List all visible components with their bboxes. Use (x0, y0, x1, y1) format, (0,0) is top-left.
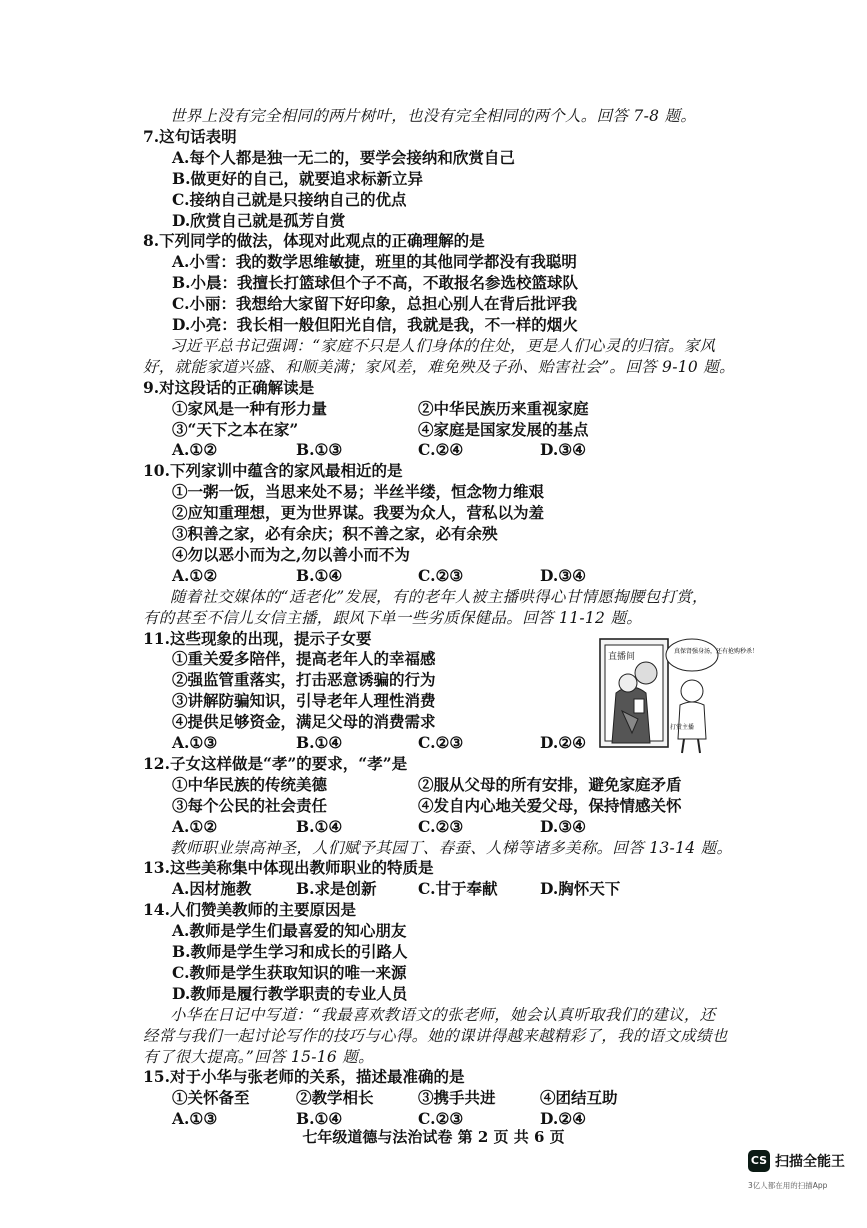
passage-text: 教师职业崇高神圣，人们赋予其园丁、春蚕、人梯等诸多美称。回答 13-14 题。 (170, 838, 733, 857)
option-cell: ④家庭是国家发展的基点 (418, 419, 589, 439)
passage-text: 习近平总书记强调：“家庭不只是人们身体的住处，更是人们心灵的归宿。家风 (170, 336, 716, 355)
option-cell: A.①③ (172, 1109, 218, 1129)
question-stem: 9.对这段话的正确解读是 (143, 377, 315, 397)
option-cell: C.②④ (418, 440, 464, 460)
option-text: C.接纳自己就是只接纳自己的优点 (172, 189, 407, 209)
option-cell: ②中华民族历来重视家庭 (418, 398, 589, 418)
option-text: ①重关爱多陪伴，提高老年人的幸福感 (172, 649, 436, 669)
passage-text: 有了很大提高。”回答 15-16 题。 (143, 1047, 374, 1066)
question-stem: 10.下列家训中蕴含的家风最相近的是 (143, 461, 403, 481)
option-cell: D.②④ (540, 1109, 587, 1129)
option-cell: C.②③ (418, 816, 464, 836)
option-cell: D.③④ (540, 816, 587, 836)
option-text: D.欣赏自己就是孤芳自赏 (172, 210, 346, 230)
passage-text: 经常与我们一起讨论写作的技巧与心得。她的课讲得越来越精彩了，我的语文成绩也 (143, 1026, 728, 1045)
option-text: ④勿以恶小而为之,勿以善小而不为 (172, 544, 410, 564)
option-text: ①一粥一饭，当思来处不易；半丝半缕，恒念物力维艰 (172, 482, 545, 502)
option-text: D.教师是履行教学职责的专业人员 (172, 983, 408, 1003)
option-cell: C.甘于奉献 (418, 879, 498, 899)
option-cell: D.②④ (540, 733, 587, 752)
question-stem: 13.这些美称集中体现出教师职业的特质是 (143, 858, 434, 878)
option-cell: B.①④ (296, 733, 343, 752)
scanner-tagline: 3亿人都在用的扫描App (748, 1181, 828, 1190)
passage-text: 小华在日记中写道：“我最喜欢教语文的张老师，她会认真听取我们的建议，还 (170, 1005, 716, 1024)
page-footer: 七年级道德与法治试卷 第 2 页 共 6 页 (302, 1128, 565, 1146)
option-cell: ③每个公民的社会责任 (172, 795, 328, 815)
cartoon-bubble: 真保肾强身汤，还有抢购秒杀！ (674, 648, 759, 655)
cartoon-label: 打赏主播 (670, 724, 695, 731)
option-cell: A.①② (172, 816, 218, 836)
option-text: ②应知重理想，更为世界谋。我要为众人，营私以为羞 (172, 503, 545, 523)
option-cell: C.②③ (418, 733, 464, 752)
option-cell: ④团结互助 (540, 1088, 618, 1108)
question-stem: 8.下列同学的做法，体现对此观点的正确理解的是 (143, 231, 485, 251)
option-cell: ③“天下之本在家” (172, 419, 299, 439)
option-cell: A.①② (172, 440, 218, 460)
passage-text: 随着社交媒体的“适老化”发展，有的老年人被主播哄得心甘情愿掏腰包打赏， (170, 587, 708, 606)
option-text: ③讲解防骗知识，引导老年人理性消费 (172, 691, 436, 711)
question-stem: 15.对于小华与张老师的关系，描述最准确的是 (143, 1067, 465, 1087)
option-cell: D.胸怀天下 (540, 879, 621, 899)
option-text: B.教师是学生学习和成长的引路人 (172, 942, 408, 961)
question-stem: 14.人们赞美教师的主要原因是 (143, 900, 356, 920)
option-cell: ①中华民族的传统美德 (172, 774, 328, 794)
option-cell: D.③④ (540, 440, 587, 460)
option-cell: A.因材施教 (172, 879, 252, 899)
option-cell: C.②③ (418, 565, 464, 585)
passage-text: 世界上没有完全相同的两片树叶，也没有完全相同的两个人。回答 7-8 题。 (170, 107, 697, 125)
passage-text: 有的甚至不信儿女信主播，跟风下单一些劣质保健品。回答 11-12 题。 (143, 608, 643, 627)
option-text: A.教师是学生们最喜爱的知心朋友 (172, 921, 407, 941)
option-cell: ④发自内心地关爱父母，保持情感关怀 (418, 795, 682, 815)
option-cell: A.①③ (172, 733, 218, 752)
option-cell: B.①④ (296, 565, 343, 585)
cartoon-banner: 直播间 (608, 652, 636, 662)
option-cell: ②服从父母的所有安排，避免家庭矛盾 (418, 774, 682, 794)
option-cell: B.求是创新 (296, 879, 377, 899)
option-cell: C.②③ (418, 1109, 464, 1129)
option-text: ②强监管重落实，打击恶意诱骗的行为 (172, 670, 436, 690)
option-text: B.做更好的自己，就要追求标新立异 (172, 168, 423, 188)
scanner-logo-icon: CS (748, 1150, 770, 1172)
option-cell: D.③④ (540, 565, 587, 585)
option-text: C.小丽：我想给大家留下好印象，总担心别人在背后批评我 (172, 294, 577, 314)
option-text: ④提供足够资金，满足父母的消费需求 (172, 712, 436, 732)
option-cell: ②教学相长 (296, 1088, 374, 1108)
option-cell: B.①③ (296, 440, 343, 460)
question-stem: 12.子女这样做是“孝”的要求，“孝”是 (143, 753, 408, 773)
scanner-app-name: 扫描全能王 (775, 1154, 845, 1170)
option-text: A.小雪：我的数学思维敏捷，班里的其他同学都没有我聪明 (172, 252, 577, 272)
option-text: ③积善之家，必有余庆；积不善之家，必有余殃 (172, 524, 498, 543)
option-cell: B.①④ (296, 1109, 343, 1129)
option-text: C.教师是学生获取知识的唯一来源 (172, 962, 407, 982)
question-stem: 11.这些现象的出现，提示子女要 (143, 628, 372, 648)
option-text: D.小亮：我长相一般但阳光自信，我就是我，不一样的烟火 (172, 315, 578, 334)
option-cell: B.①④ (296, 816, 343, 836)
option-cell: A.①② (172, 565, 218, 585)
option-text: A.每个人都是独一无二的，要学会接纳和欣赏自己 (172, 147, 515, 167)
option-text: B.小晨：我擅长打篮球但个子不高，不敢报名参选校篮球队 (172, 273, 578, 293)
option-cell: ①关怀备至 (172, 1088, 250, 1108)
option-cell: ③携手共进 (418, 1088, 496, 1108)
question-stem: 7.这句话表明 (143, 126, 237, 146)
option-cell: ①家风是一种有形力量 (172, 398, 328, 418)
cartoon-illustration (596, 633, 759, 755)
scanner-watermark (748, 1150, 863, 1210)
passage-text: 好，就能家道兴盛、和顺美满；家风差，难免殃及子孙、贻害社会”。回答 9-10 题。 (143, 357, 735, 376)
